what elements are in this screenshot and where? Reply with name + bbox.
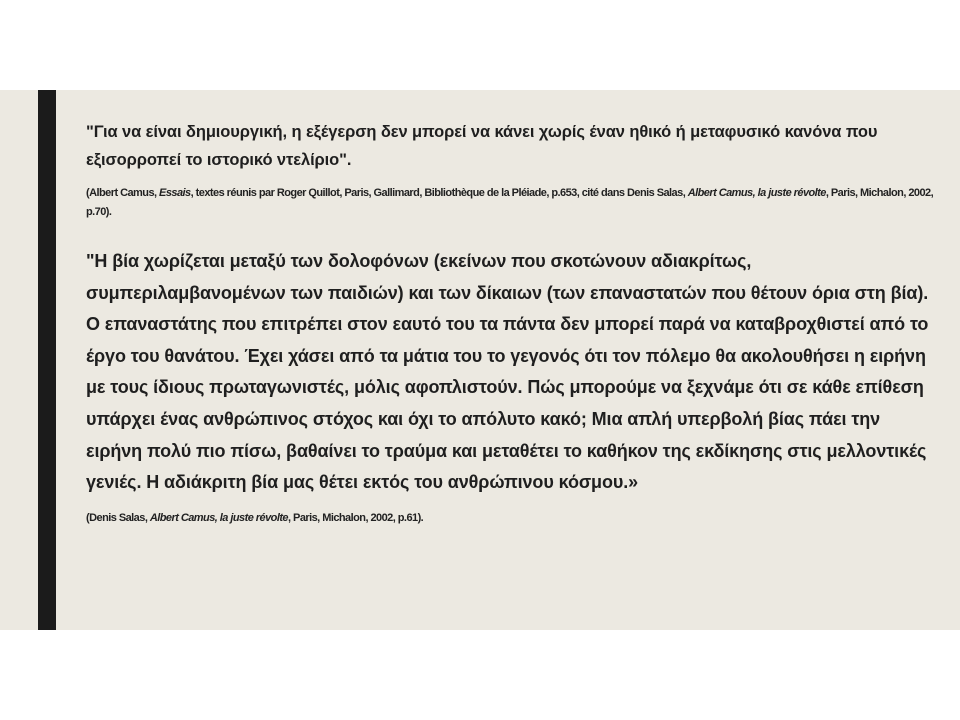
citation-text: , Paris, Michalon, 2002, p.61). xyxy=(288,511,424,524)
quote-content xyxy=(86,118,936,528)
quote-camus-rebellion: "Για να είναι δημιουργική, η εξέγερση δεν μπορεί να κάνει χωρίς έναν ηθικό ή μεταφυσικό κανόνα που εξισορροπεί το ιστορικό ντελίριο". xyxy=(86,123,878,169)
citation-text: (Denis Salas, xyxy=(86,511,150,524)
citation-text: (Albert Camus, xyxy=(86,187,160,199)
citation-text: , textes réunis par Roger Quillot, Paris, Gallimard, Bibliothèque de la Pléiade, p.653, cité dans Denis Salas, xyxy=(190,187,688,199)
citation-text: , Paris, Michalon, 2002, p.70). xyxy=(86,187,934,218)
accent-bar xyxy=(38,90,56,630)
citation-title: Albert Camus, la juste révolte xyxy=(149,511,289,524)
citation-camus-essais xyxy=(86,184,936,222)
citation-title: Albert Camus, la juste révolte xyxy=(687,187,826,199)
citation-title: Essais xyxy=(159,187,191,199)
quote-salas-violence: "Η βία χωρίζεται μεταξύ των δολοφόνων (εκείνων που σκοτώνουν αδιακρίτως, συμπεριλαμβανομένων των παιδιών) και των δίκαιων (των επαναστατών που θέτουν όρια στη βία). Ο επαναστάτης που επιτρέπει στον εαυτό του τα πάντα δεν μπορεί παρά να καταβροχθιστεί από το έργο του θανάτου. Έχει χάσει από τα μάτια του το γεγονός ότι τον πόλεμο θα ακολουθήσει η ειρήνη με τους ίδιους πρωταγωνιστές, μόλις αφοπλιστούν. Πώς μπορούμε να ξεχνάμε ότι σε κάθε επίθεση υπάρχει ένας ανθρώπινος στόχος και όχι το απόλυτο κακό; Μια απλή υπερβολή βίας πάει την ειρήνη πολύ πιο πίσω, βαθαίνει το τραύμα και μεταθέτει το καθήκον της εκδίκησης στις μελλοντικές γενιές. Η αδιάκριτη βία μας θέτει εκτός του ανθρώπινου κόσμου.» xyxy=(86,251,929,493)
citation-salas xyxy=(86,509,936,528)
